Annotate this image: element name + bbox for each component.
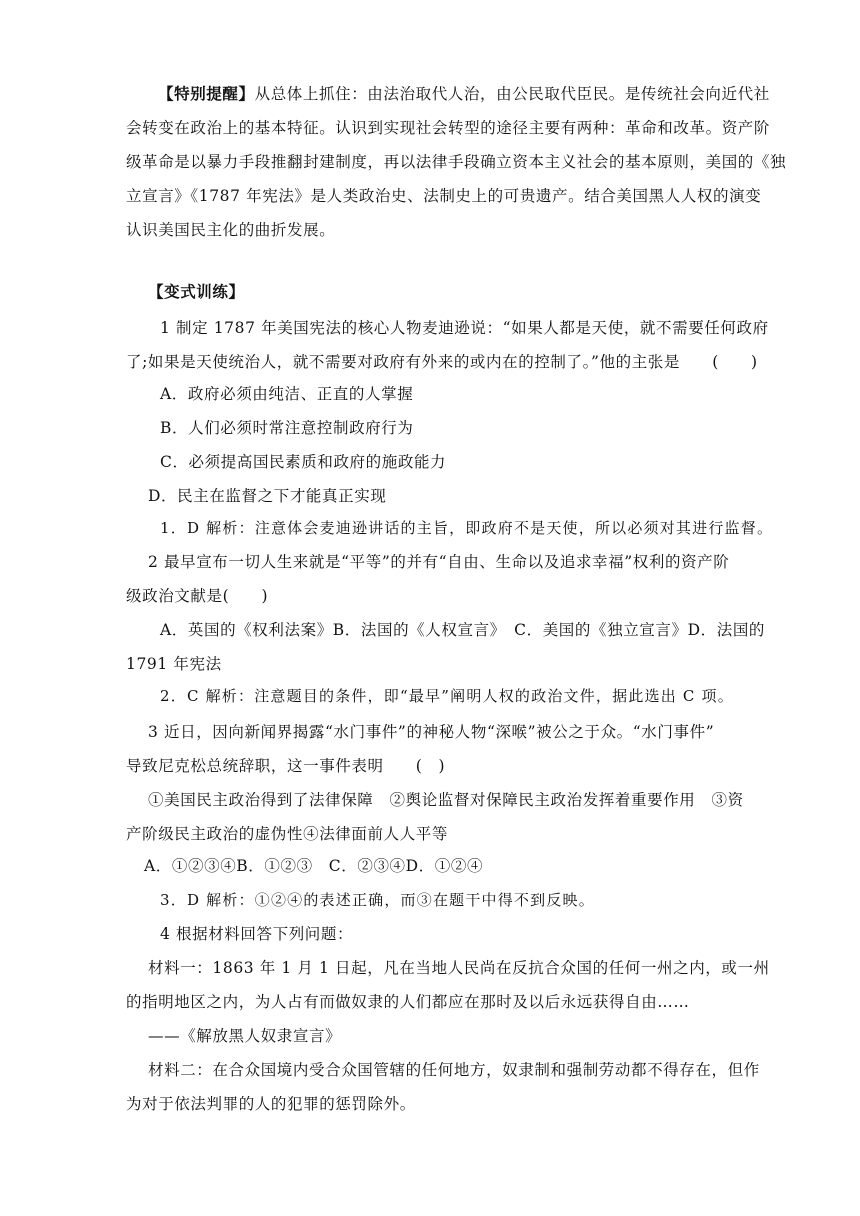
practice-heading: 【变式训练】 bbox=[148, 283, 245, 301]
q3-items-line-2: 产阶级民主政治的虚伪性④法律面前人人平等 bbox=[126, 825, 449, 843]
q1-stem-line-2: 了;如果是天使统治人，就不需要对政府有外来的或内在的控制了。”他的主张是 ( ) bbox=[126, 353, 758, 371]
q2-stem-line-1: 2 最早宣布一切人生来就是“平等”的并有“自由、生命以及追求幸福”权利的资产阶 bbox=[148, 553, 730, 571]
q4-material-2-line-1: 材料二：在合众国境内受合众国管辖的任何地方，奴隶制和强制劳动都不得存在，但作 bbox=[148, 1061, 760, 1079]
q1-option-d: D．民主在监督之下才能真正实现 bbox=[148, 487, 387, 505]
q2-stem-line-2: 级政治文献是( ) bbox=[126, 587, 269, 605]
q3-answer: 3．D 解析：①②④的表述正确，而③在题干中得不到反映。 bbox=[160, 891, 595, 909]
tip-line-1 bbox=[158, 84, 770, 104]
tip-line-2: 会转变在政治上的基本特征。认识到实现社会转型的途径主要有两种：革命和改革。资产阶 bbox=[126, 119, 771, 137]
q3-items-line-1: ①美国民主政治得到了法律保障 ②舆论监督对保障民主政治发挥着重要作用 ③资 bbox=[148, 791, 744, 809]
q1-answer: 1．D 解析：注意体会麦迪逊讲话的主旨，即政府不是天使，所以必须对其进行监督。 bbox=[160, 519, 774, 537]
q4-material-1-line-1: 材料一：1863 年 1 月 1 日起，凡在当地人民尚在反抗合众国的任何一州之内，或一州 bbox=[148, 959, 770, 977]
tip-line-3: 级革命是以暴力手段推翻封建制度，再以法律手段确立资本主义社会的基本原则，美国的《独 bbox=[126, 153, 787, 171]
q4-material-2-line-2: 为对于依法判罪的人的犯罪的惩罚除外。 bbox=[126, 1095, 416, 1113]
q4-stem: 4 根据材料回答下列问题： bbox=[160, 925, 354, 943]
q1-option-a: A．政府必须由纯洁、正直的人掌握 bbox=[160, 385, 414, 403]
q3-stem-line-2: 导致尼克松总统辞职，这一事件表明 ( ) bbox=[126, 757, 446, 775]
q2-answer: 2．C 解析：注意题目的条件，即“最早”阐明人权的政治文件，据此选出 C 项。 bbox=[160, 687, 734, 705]
q1-option-b: B．人们必须时常注意控制政府行为 bbox=[160, 419, 414, 437]
tip-line-4: 立宣言》《1787 年宪法》是人类政治史、法制史上的可贵遗产。结合美国黑人人权的演变 bbox=[126, 187, 762, 205]
tip-label: 【特别提醒】 bbox=[158, 85, 255, 103]
q3-options: A．①②③④B．①②③ C．②③④D．①②④ bbox=[144, 857, 484, 875]
q4-material-1-line-2: 的指明地区之内，为人占有而做奴隶的人们都应在那时及以后永远获得自由…… bbox=[126, 993, 690, 1011]
q1-stem-line-1: 1 制定 1787 年美国宪法的核心人物麦迪逊说：“如果人都是天使，就不需要任何政府 bbox=[160, 319, 769, 337]
tip-line-5: 认识美国民主化的曲折发展。 bbox=[126, 221, 336, 239]
q4-material-1-source: ——《解放黑人奴隶宣言》 bbox=[148, 1027, 342, 1045]
q2-options-line-2: 1791 年宪法 bbox=[126, 655, 222, 673]
q3-stem-line-1: 3 近日，因向新闻界揭露“水门事件”的神秘人物“深喉”被公之于众。“水门事件” bbox=[148, 723, 715, 741]
q2-options-line-1: A．英国的《权利法案》B．法国的《人权宣言》 C．美国的《独立宣言》D．法国的 bbox=[160, 621, 766, 639]
q1-option-c: C．必须提高国民素质和政府的施政能力 bbox=[160, 453, 447, 471]
tip-text-1: 从总体上抓住：由法治取代人治，由公民取代臣民。是传统社会向近代社 bbox=[254, 85, 770, 103]
